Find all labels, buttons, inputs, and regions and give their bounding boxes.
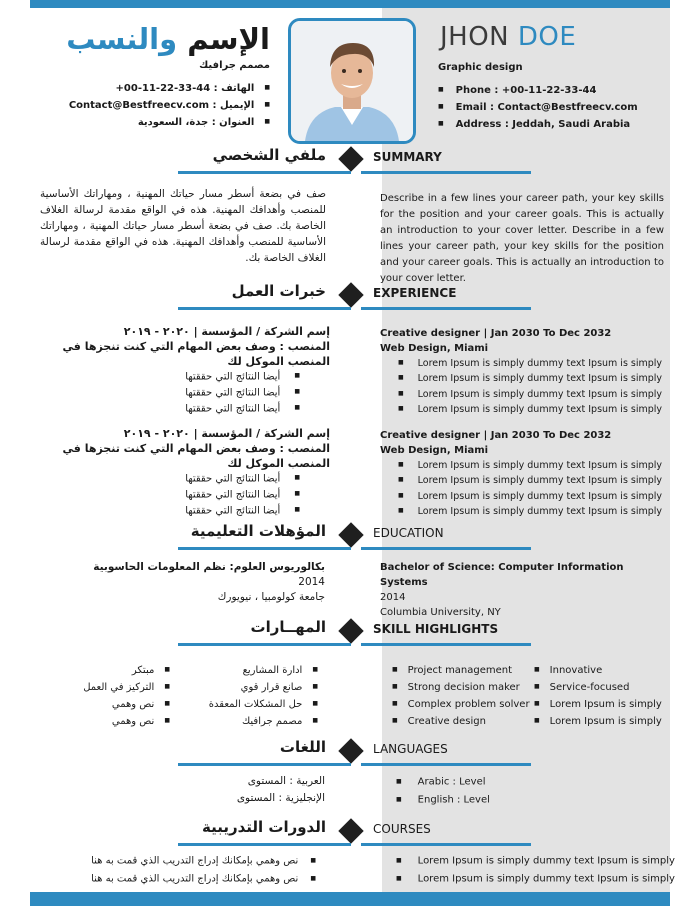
contact-list-english bbox=[438, 82, 638, 133]
courses-list-english bbox=[396, 852, 675, 887]
language-item: ■ Arabic : Level bbox=[396, 773, 490, 791]
divider bbox=[361, 171, 531, 174]
job-title-line: Creative designer | Jan 2030 To Dec 2032 bbox=[380, 430, 612, 441]
job-title-english: Graphic design bbox=[438, 62, 523, 73]
section-title-english: LANGUAGES bbox=[373, 742, 448, 756]
divider bbox=[361, 763, 531, 766]
language-item: العربية : المستوى bbox=[247, 775, 325, 787]
list-item: ■ Lorem Ipsum is simply dummy text Ipsum is simply bbox=[398, 387, 668, 402]
course-item: ■ Lorem Ipsum is simply dummy text Ipsum is simply bbox=[396, 852, 675, 870]
address-arabic: ■ العنوان : جدة، السعودية bbox=[69, 114, 270, 131]
skill-item: ■ مبتكر bbox=[83, 662, 170, 679]
diamond-icon bbox=[338, 282, 363, 307]
achievement-list bbox=[30, 369, 300, 416]
email-english: ■ Email : Contact@Bestfreecv.com bbox=[438, 99, 638, 116]
list-item: ■ Lorem Ipsum is simply dummy text Ipsum is simply bbox=[398, 356, 668, 371]
contact-list-arabic bbox=[69, 80, 270, 131]
section-header-courses bbox=[30, 816, 670, 846]
skill-item: ■ Complex problem solver bbox=[392, 696, 530, 713]
education-entry-english bbox=[380, 560, 670, 620]
experience-entry-english bbox=[380, 428, 668, 519]
diamond-icon bbox=[338, 738, 363, 763]
skills-list-english-1 bbox=[392, 662, 530, 730]
language-item: ■ English : Level bbox=[396, 791, 490, 809]
skill-item: ■ نص وهمي bbox=[83, 713, 170, 730]
school-line: Columbia University, NY bbox=[380, 607, 501, 618]
languages-list-arabic bbox=[237, 773, 325, 807]
divider bbox=[178, 763, 351, 766]
skill-item: ■ Strong decision maker bbox=[392, 679, 530, 696]
company-line: Web Design, Miami bbox=[380, 343, 489, 354]
phone-arabic: ■ الهاتف : 44-33-22-11-00+ bbox=[69, 80, 270, 97]
education-entry-arabic bbox=[93, 560, 325, 605]
phone-english: ■ Phone : +00-11-22-33-44 bbox=[438, 82, 638, 99]
skill-item: ■ صانع قرار قوي bbox=[209, 679, 318, 696]
section-title-english: SKILL HIGHLIGHTS bbox=[373, 622, 499, 636]
diamond-icon bbox=[338, 522, 363, 547]
year-line: 2014 bbox=[380, 592, 406, 603]
year-line: 2014 bbox=[298, 576, 325, 588]
section-header-summary bbox=[30, 144, 670, 174]
skill-item: ■ التركيز في العمل bbox=[83, 679, 170, 696]
section-title-english: COURSES bbox=[373, 822, 431, 836]
course-item: ■ Lorem Ipsum is simply dummy text Ipsum is simply bbox=[396, 870, 675, 888]
language-item: الإنجليزية : المستوى bbox=[236, 792, 325, 804]
experience-entry-arabic bbox=[30, 426, 330, 518]
list-item: ■ Lorem Ipsum is simply dummy text Ipsum is simply bbox=[398, 371, 668, 386]
role-line: المنصب : وصف بعض المهام التي كنت تنجزها في المنصب الموكل لك bbox=[62, 340, 330, 368]
section-title-arabic: ملفي الشخصي bbox=[212, 146, 326, 164]
summary-text-english: Describe in a few lines your career path, your key skills for the position and your career goals. This is actually an introduction to your cover letter. Describe in a few lines your career path, your key skills for the position and your career goals. This is actually an introduction to your cover letter. bbox=[380, 193, 664, 284]
skill-item: ■ Creative design bbox=[392, 713, 530, 730]
section-title-english: SUMMARY bbox=[373, 150, 442, 164]
list-item: ■ أيضا النتائج التي حققتها bbox=[30, 487, 300, 503]
course-item: ■ نص وهمي بإمكانك إدراج التدريب الذي قمت به هنا bbox=[48, 852, 316, 870]
summary-text-arabic: صف في بضعة أسطر مسار حياتك المهنية ، ومهاراتك الأساسية للمنصب وأهدافك المهنية. هذه في الواقع مقدمة لرسالة الغلاف الخاصة بك. صف في بضعة أسطر مسار حياتك المهنية ، ومهاراتك الأساسية للمنصب وأهدافك المهنية. هذه في الواقع مقدمة لرسالة الغلاف الخاصة بك. bbox=[40, 188, 326, 264]
divider bbox=[361, 307, 531, 310]
achievement-list bbox=[398, 458, 668, 519]
skill-item: ■ Innovative bbox=[534, 662, 662, 679]
divider bbox=[361, 547, 531, 550]
address-english: ■ Address : Jeddah, Saudi Arabia bbox=[438, 116, 638, 133]
skills-list-arabic-2 bbox=[83, 662, 170, 730]
divider bbox=[178, 643, 351, 646]
list-item: ■ Lorem Ipsum is simply dummy text Ipsum is simply bbox=[398, 402, 668, 417]
diamond-icon bbox=[338, 146, 363, 171]
divider bbox=[178, 171, 351, 174]
skill-item: ■ Service-focused bbox=[534, 679, 662, 696]
experience-entry-arabic bbox=[30, 324, 330, 416]
name-arabic: الإسم والنسب bbox=[66, 22, 270, 56]
profile-photo bbox=[288, 18, 416, 144]
section-title-english: EXPERIENCE bbox=[373, 286, 457, 300]
diamond-icon bbox=[338, 818, 363, 843]
job-title-line: Creative designer | Jan 2030 To Dec 2032 bbox=[380, 328, 612, 339]
list-item: ■ Lorem Ipsum is simply dummy text Ipsum is simply bbox=[398, 504, 668, 519]
list-item: ■ أيضا النتائج التي حققتها bbox=[30, 471, 300, 487]
list-item: ■ Lorem Ipsum is simply dummy text Ipsum is simply bbox=[398, 489, 668, 504]
course-item: ■ نص وهمي بإمكانك إدراج التدريب الذي قمت به هنا bbox=[48, 870, 316, 888]
bottom-accent-bar bbox=[30, 892, 670, 906]
school-line: جامعة كولومبيا ، نيويورك bbox=[217, 591, 325, 603]
list-item: ■ Lorem Ipsum is simply dummy text Ipsum is simply bbox=[398, 473, 668, 488]
company-line: إسم الشركة / المؤسسة | ٢٠٢٠ - ٢٠١٩ bbox=[123, 325, 330, 338]
section-title-english: EDUCATION bbox=[373, 526, 444, 540]
person-avatar-icon bbox=[291, 21, 413, 141]
courses-list-arabic bbox=[48, 852, 316, 887]
diamond-icon bbox=[338, 618, 363, 643]
section-title-arabic: خبرات العمل bbox=[231, 282, 326, 300]
section-title-arabic: الدورات التدريبية bbox=[201, 818, 326, 836]
achievement-list bbox=[30, 471, 300, 518]
role-line: المنصب : وصف بعض المهام التي كنت تنجزها في المنصب الموكل لك bbox=[62, 442, 330, 470]
skills-list-arabic-1 bbox=[209, 662, 318, 730]
section-header-education bbox=[30, 520, 670, 550]
skill-item: ■ ادارة المشاريع bbox=[209, 662, 318, 679]
skill-item: ■ Lorem Ipsum is simply bbox=[534, 696, 662, 713]
divider bbox=[178, 547, 351, 550]
skill-item: ■ حل المشكلات المعقدة bbox=[209, 696, 318, 713]
top-accent-bar bbox=[30, 0, 670, 8]
degree-line: Bachelor of Science: Computer Information Systems bbox=[380, 562, 624, 588]
company-line: Web Design, Miami bbox=[380, 445, 489, 456]
company-line: إسم الشركة / المؤسسة | ٢٠٢٠ - ٢٠١٩ bbox=[123, 427, 330, 440]
skill-item: ■ نص وهمي bbox=[83, 696, 170, 713]
skill-item: ■ Project management bbox=[392, 662, 530, 679]
divider bbox=[178, 307, 351, 310]
section-header-languages bbox=[30, 736, 670, 766]
section-title-arabic: المؤهلات التعليمية bbox=[190, 522, 326, 540]
name-english: JHON DOE bbox=[440, 22, 577, 52]
divider bbox=[178, 843, 351, 846]
job-title-arabic: مصمم جرافيك bbox=[199, 60, 270, 71]
achievement-list bbox=[398, 356, 668, 417]
list-item: ■ أيضا النتائج التي حققتها bbox=[30, 385, 300, 401]
section-header-experience bbox=[30, 280, 670, 310]
languages-list-english bbox=[396, 773, 490, 808]
section-title-arabic: اللغات bbox=[279, 738, 326, 756]
list-item: ■ أيضا النتائج التي حققتها bbox=[30, 401, 300, 417]
skill-item: ■ مصمم جرافيك bbox=[209, 713, 318, 730]
skill-item: ■ Lorem Ipsum is simply bbox=[534, 713, 662, 730]
section-title-arabic: المهــارات bbox=[250, 618, 326, 636]
section-header-skills bbox=[30, 616, 670, 646]
list-item: ■ أيضا النتائج التي حققتها bbox=[30, 503, 300, 519]
degree-line: بكالوريوس العلوم: نظم المعلومات الحاسوبية bbox=[93, 561, 325, 573]
skills-list-english-2 bbox=[534, 662, 662, 730]
list-item: ■ Lorem Ipsum is simply dummy text Ipsum is simply bbox=[398, 458, 668, 473]
list-item: ■ أيضا النتائج التي حققتها bbox=[30, 369, 300, 385]
email-arabic: ■ الإيميل : Contact@Bestfreecv.com bbox=[69, 97, 270, 114]
divider bbox=[361, 843, 531, 846]
experience-entry-english bbox=[380, 326, 668, 417]
divider bbox=[361, 643, 531, 646]
resume-page bbox=[30, 8, 675, 892]
